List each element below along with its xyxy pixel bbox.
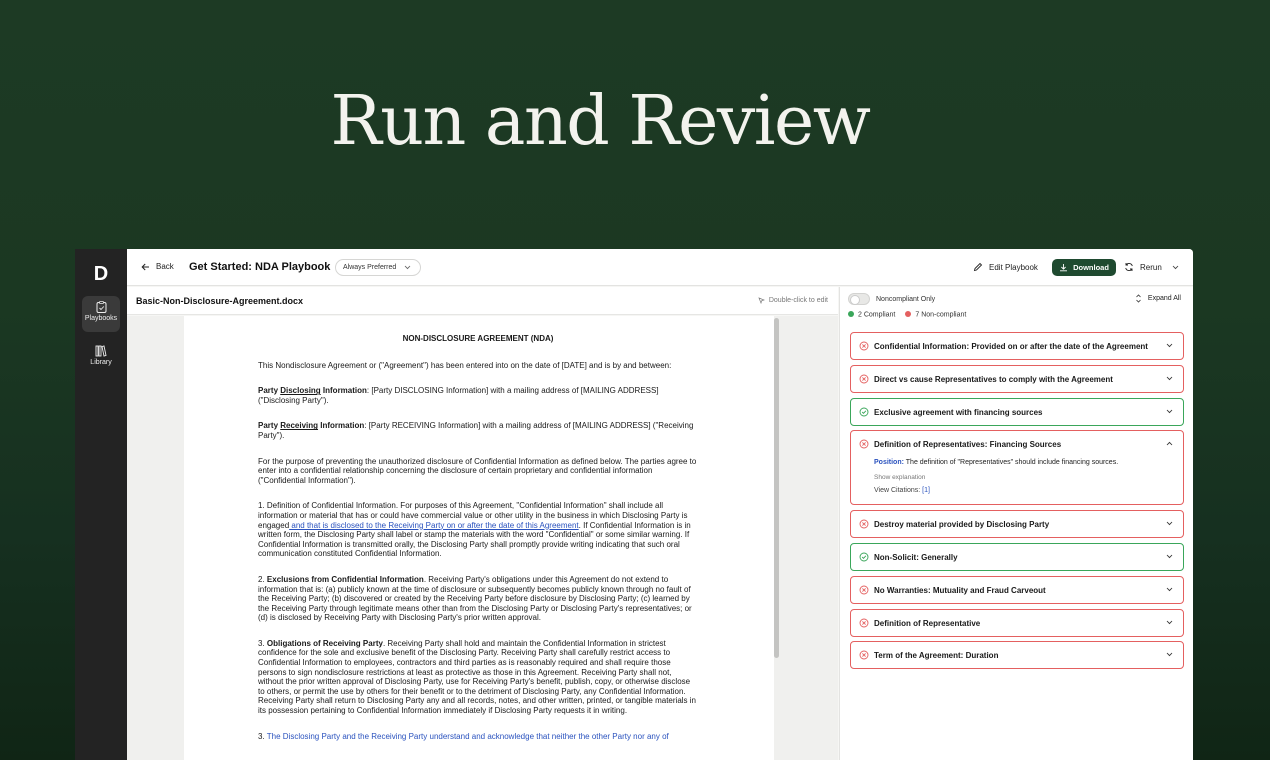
download-icon: [1059, 263, 1068, 272]
cursor-icon: [758, 297, 765, 304]
result-label: No Warranties: Mutuality and Fraud Carveout: [874, 585, 1046, 595]
section-4: 3. The Disclosing Party and the Receiving Party understand and acknowledge that neither the other Party nor any of: [258, 731, 669, 741]
x-circle-icon: [859, 585, 869, 595]
download-label: Download: [1073, 263, 1109, 272]
red-dot-icon: [905, 311, 911, 317]
result-label: Direct vs cause Representatives to comply with the Agreement: [874, 374, 1113, 384]
chevron-up-icon: [1166, 441, 1173, 446]
section-2: 2. Exclusions from Confidential Information. Receiving Party's obligations under this Agreement do not extend to information that is: (a) publicly known at the time of disclosure or subsequently becomes publicly known through no fault of the Receiving Party; (b) discovered or created by the Receiving Party before disclosure by Disclosing Party; (c) learned by the Receiving Party through legitimate means other than from the Disclosing Party or Disclosing Party's representatives; or (d) is disclosed by Receiving Party with Disclosing Party's prior written approval.: [258, 574, 692, 623]
result-card[interactable]: [850, 398, 1184, 426]
chevron-down-icon: [404, 265, 411, 270]
check-circle-icon: [859, 552, 869, 562]
expand-icon: [1135, 294, 1142, 303]
receiving-party-paragraph: Party Receiving Information: [Party RECEIVING Information] with a mailing address of [MAILING ADDRESS] ("Receiving Party").: [258, 421, 694, 440]
result-card[interactable]: [850, 641, 1184, 669]
position-text: Position: The definition of "Representatives" should include financing sources.: [874, 459, 1119, 467]
left-rail: [75, 249, 127, 760]
result-card[interactable]: [850, 609, 1184, 637]
chevron-down-icon: [1166, 554, 1173, 559]
chevron-down-icon: [1166, 409, 1173, 414]
x-circle-icon: [859, 519, 869, 529]
expand-all-button[interactable]: [1135, 294, 1181, 303]
x-circle-icon: [859, 374, 869, 384]
noncompliant-toggle[interactable]: [848, 293, 870, 305]
noncompliant-filter[interactable]: [848, 293, 935, 305]
document-content: [258, 334, 698, 757]
pencil-icon: [973, 262, 983, 272]
compliant-count: 2 Compliant: [848, 311, 895, 319]
result-card[interactable]: [850, 332, 1184, 360]
disclosing-party-paragraph: Party Disclosing Information: [Party DISCLOSING Information] with a mailing address of [MAILING ADDRESS] ("Disclosing Party").: [258, 386, 659, 405]
check-circle-icon: [859, 407, 869, 417]
document-header: [127, 287, 838, 315]
noncompliant-count: 7 Non-compliant: [905, 311, 966, 319]
result-label: Confidential Information: Provided on or after the date of the Agreement: [874, 342, 1148, 351]
download-button[interactable]: [1052, 259, 1116, 276]
refresh-icon: [1124, 262, 1134, 272]
result-label: Definition of Representatives: Financing Sources: [874, 440, 1062, 450]
results-list: [850, 332, 1184, 674]
chevron-down-icon: [1166, 343, 1173, 348]
edit-playbook-label: Edit Playbook: [989, 262, 1038, 272]
result-label: Term of the Agreement: Duration: [874, 651, 999, 661]
chevron-down-icon: [1172, 265, 1179, 270]
back-label: Back: [156, 262, 174, 271]
intro-paragraph: This Nondisclosure Agreement or ("Agreement") has been entered into on the date of [DATE] and is by and between:: [258, 360, 672, 370]
rail-item-playbooks[interactable]: [82, 296, 120, 332]
compliance-counts: [848, 311, 966, 319]
document-scrollbar[interactable]: [774, 318, 779, 658]
rerun-label: Rerun: [1140, 262, 1162, 272]
result-card[interactable]: [850, 543, 1184, 571]
purpose-paragraph: For the purpose of preventing the unauthorized disclosure of Confidential Information as defined below. The parties agree to enter into a confidential relationship concerning the disclosure of certain proprietary and confidential information ("Confidential Information").: [258, 456, 697, 485]
chevron-down-icon: [1166, 652, 1173, 657]
noncompliant-filter-label: Noncompliant Only: [876, 295, 936, 303]
document-page[interactable]: [184, 316, 774, 760]
arrow-left-icon: [141, 263, 150, 271]
result-card[interactable]: [850, 365, 1184, 393]
app-window: [127, 249, 1193, 760]
x-circle-icon: [859, 341, 869, 351]
x-circle-icon: [859, 650, 869, 660]
section-3: 3. Obligations of Receiving Party. Receiving Party shall hold and maintain the Confidential Information in strictest confidence for the sole and exclusive benefit of the Disclosing Party. Receiving Party shall carefully restrict access to Confidential Information to employees, contractors and third parties as is reasonably required and shall require those persons to sign nondisclosure restrictions at least as protective as those in this Agreement. Receiving Party shall not, without the prior written approval of Disclosing Party, use for Receiving Party's benefit, publish, copy, or otherwise disclose to others, or permit the use by others for their benefit or to the detriment of Disclosing Party, any Confidential Information. Receiving Party shall return to Disclosing Party any and all records, notes, and other written, printed, or tangible materials in its possession pertaining to Confidential Information immediately if Disclosing Party requests it in writing.: [258, 638, 696, 716]
section-1: 1. Definition of Confidential Information. For purposes of this Agreement, "Confidential Information" shall include all information or material that has or could have commercial value or other utility in the business in which Disclosing Party is engaged and that is disclosed to the Receiving Party on or after the date of this Agreement. If Confidential Information is in written form, the Disclosing Party shall label or stamp the materials with the word "Confidential" or some similar warning. If Confidential Information is transmitted orally, the Disclosing Party shall promptly provide writing indicating that such oral communication constituted Confidential Information.: [258, 501, 691, 559]
document-viewer[interactable]: [127, 316, 838, 760]
result-label: Destroy material provided by Disclosing Party: [874, 520, 1050, 530]
x-circle-icon: [859, 439, 869, 449]
result-card[interactable]: [850, 576, 1184, 604]
chevron-down-icon: [1166, 376, 1173, 381]
result-card-expanded[interactable]: [850, 430, 1184, 505]
rail-item-library[interactable]: [82, 340, 120, 376]
top-bar: [127, 249, 1193, 286]
expand-all-label: Expand All: [1147, 295, 1181, 302]
citation-link[interactable]: [1]: [922, 487, 930, 495]
edit-hint-label: Double-click to edit: [768, 297, 828, 304]
results-panel: [839, 287, 1193, 760]
result-label: Definition of Representative: [874, 618, 981, 628]
page-title: Get Started: NDA Playbook: [189, 261, 331, 273]
chevron-down-icon: [1166, 587, 1173, 592]
rail-item-label: Library: [90, 359, 112, 366]
x-circle-icon: [859, 618, 869, 628]
document-filename: Basic-Non-Disclosure-Agreement.docx: [136, 296, 304, 306]
edit-hint: [758, 297, 828, 304]
chevron-down-icon: [1166, 620, 1173, 625]
result-card[interactable]: [850, 510, 1184, 538]
app-logo: D: [93, 263, 109, 285]
result-label: Exclusive agreement with financing sources: [874, 407, 1043, 417]
rail-item-label: Playbooks: [84, 315, 118, 322]
view-citations: View Citations: [1]: [874, 487, 930, 495]
result-label: Non-Solicit: Generally: [874, 552, 958, 562]
citation-highlight[interactable]: and that is disclosed to the Receiving Party on or after the date of this Agreement: [289, 520, 579, 530]
edit-playbook-button[interactable]: [973, 262, 1038, 272]
preference-value: Always Preferred: [343, 264, 397, 271]
hero-title: Run and Review: [330, 82, 870, 161]
preference-select[interactable]: [335, 259, 421, 276]
chevron-down-icon: [1166, 521, 1173, 526]
back-button[interactable]: [141, 262, 174, 271]
books-icon: [95, 345, 107, 357]
document-heading: NON-DISCLOSURE AGREEMENT (NDA): [402, 334, 554, 343]
clipboard-icon: [96, 301, 107, 313]
green-dot-icon: [848, 311, 854, 317]
rerun-button[interactable]: [1124, 262, 1179, 272]
show-explanation-link[interactable]: Show explanation: [874, 474, 926, 482]
